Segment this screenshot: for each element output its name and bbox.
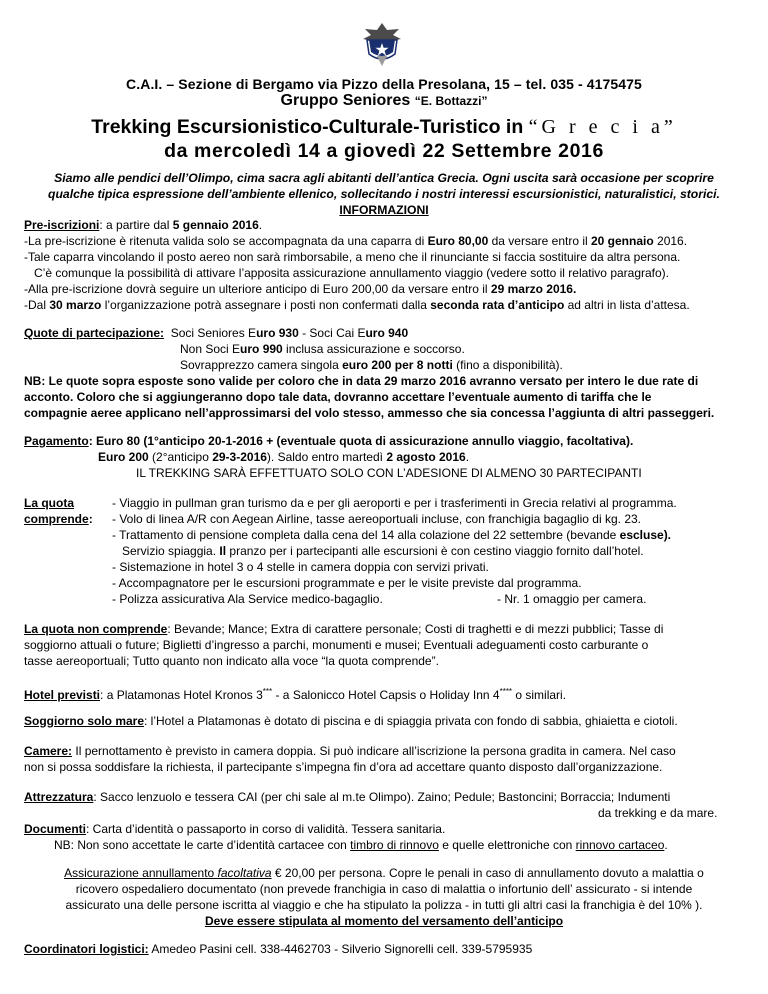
assicurazione-line-4: Deve essere stipulata al momento del versamento dell’anticipo (204, 914, 564, 928)
soggiorno-label: Soggiorno solo mare (24, 714, 145, 728)
quote-label: Quote di partecipazione: (24, 326, 165, 340)
hotel-line: Hotel previsti: a Platamonas Hotel Kronos 3*** - a Salonicco Hotel Capsis o Holiday Inn 4**** o similari. (24, 687, 567, 702)
pagamento-label: Pagamento (24, 434, 89, 448)
camere-line-2: non si possa soddisfare la richiesta, il partecipante s’impegna fin d’ora ad accettare quanto disposto dall’organizzazione. (24, 760, 663, 774)
non-comprende-line-2: soggiorno attuali o future; Biglietti d’ingresso a parchi, monumenti e musei; Eventuali adeguamenti costo carburante o (24, 638, 649, 652)
comprende-item-2: - Volo di linea A/R con Aegean Airline, tasse aereoportuali incluse, con franchigia bagaglio di kg. 23. (112, 512, 642, 526)
preiscrizioni-line-2: -La pre-iscrizione è ritenuta valida solo se accompagnata da una caparra di Euro 80,00 da versare entro il 20 gennaio 2016. (24, 234, 688, 248)
assicurazione-line-2: ricovero ospedaliero documentato (non prevede franchigia in caso di malattia o infortunio dell’ assicurato - si intende (75, 882, 693, 896)
pagamento-line-2: Euro 200 (2°anticipo 29-3-2016). Saldo entro martedì 2 agosto 2016. (98, 450, 470, 464)
trip-title (0, 116, 768, 139)
quote-line-3: Sovrapprezzo camera singola euro 200 per 8 notti (fino a disponibilità). (180, 358, 563, 372)
attrezzatura-line-1: Attrezzatura: Sacco lenzuolo e tessera CAI (per chi sale al m.te Olimpo). Zaino; Pedule; Bastoncini; Borraccia; Indumenti (24, 790, 671, 804)
documenti-line-2: NB: Non sono accettate le carte d’identità cartacee con timbro di rinnovo e quelle elettroniche con rinnovo cartaceo. (54, 838, 668, 852)
attrezzatura-line-2: da trekking e da mare. (598, 806, 718, 820)
section-address: C.A.I. – Sezione di Bergamo via Pizzo della Presolana, 15 – tel. 035 - 4175475 (126, 76, 642, 92)
preiscrizioni-line-5: -Alla pre-iscrizione dovrà seguire un ulteriore anticipo di Euro 200,00 da versare entro il 29 marzo 2016. (24, 282, 577, 296)
soggiorno-line: Soggiorno solo mare: l’Hotel a Platamonas è dotato di piscina e di spiaggia privata con fondo di sabbia, ghiaietta e ciotoli. (24, 714, 678, 728)
assicurazione-line-1: Assicurazione annullamento facoltativa € 20,00 per persona. Copre le penali in caso di annullamento dovuto a malattia o (64, 866, 704, 880)
preiscrizioni-label: Pre-iscrizioni (24, 218, 100, 232)
comprende-item-8: - Nr. 1 omaggio per camera. (497, 592, 647, 606)
preiscrizioni-line-6: -Dal 30 marzo l’organizzazione potrà assegnare i posti non confermati dalla seconda rata d’anticipo ad altri in lista d’attesa. (24, 298, 690, 312)
info-heading: INFORMAZIONI (339, 203, 429, 217)
coordinatori-label: Coordinatori logistici: (24, 942, 149, 956)
non-comprende-line-3: tasse aereoportuali; Tutto quanto non indicato alla voce “la quota comprende”. (24, 654, 439, 668)
documenti-line-1: Documenti: Carta d’identità o passaporto in corso di validità. Tessera sanitaria. (24, 822, 446, 836)
assicurazione-line-3: assicurato una delle persone iscritta al viaggio e che ha stipulato la polizza - in tutti gli altri casi la franchigia è del 10% ). (65, 898, 703, 912)
comprende-label-2: comprende: (24, 512, 93, 526)
trip-title-prefix: Trekking Escursionistico-Culturale-Turistico in (91, 116, 524, 138)
preiscrizioni-line-1: Pre-iscrizioni: a partire dal 5 gennaio 2016. (24, 218, 263, 232)
attrezzatura-label: Attrezzatura (24, 790, 94, 804)
quote-nb-2: acconto. Coloro che si aggiungeranno dopo tale data, dovranno accettare l’eventuale aumento di tariffa che le (24, 390, 652, 404)
comprende-item-7: - Polizza assicurativa Ala Service medico-bagaglio. (112, 592, 383, 606)
comprende-label-1: La quota (24, 496, 74, 510)
group-heading (0, 92, 768, 110)
pagamento-line-3: IL TREKKING SARÀ EFFETTUATO SOLO CON L’ADESIONE DI ALMENO 30 PARTECIPANTI (136, 466, 642, 480)
comprende-item-3: - Trattamento di pensione completa dalla cena del 14 alla colazione del 22 settembre (bevande escluse). (112, 528, 672, 542)
intro-line-2: qualche tipica espressione dell’ambiente ellenico, sollecitando i nostri interessi escursionistici, naturalistici, storici. (48, 187, 720, 201)
comprende-item-1: - Viaggio in pullman gran turismo da e per gli aeroporti e per i trasferimenti in Grecia relativi al programma. (112, 496, 677, 510)
comprende-item-6: - Accompagnatore per le escursioni programmate e per le visite previste dal programma. (112, 576, 582, 590)
quote-nb-3: compagnie aeree applicano nell’approssimarsi del volo stesso, ammesso che sia concessa l’aggiunta di altri passeggeri. (24, 406, 715, 420)
comprende-item-5: - Sistemazione in hotel 3 o 4 stelle in camera doppia con servizi privati. (112, 560, 489, 574)
documenti-label: Documenti (24, 822, 87, 836)
trip-dates: da mercoledì 14 a giovedì 22 Settembre 2016 (164, 140, 604, 162)
quote-nb-1: NB: Le quote sopra esposte sono valide per coloro che in data 29 marzo 2016 avranno versato per intero le due rate di (24, 374, 699, 388)
coordinatori-line: Coordinatori logistici: Amedeo Pasini cell. 338-4462703 - Silverio Signorelli cell. 339-5795935 (24, 942, 533, 956)
trip-country: “G r e c i a” (528, 116, 677, 138)
group-name: “E. Bottazzi” (414, 94, 488, 108)
quote-line-2: Non Soci Euro 990 inclusa assicurazione e soccorso. (180, 342, 465, 356)
pagamento-line-1: Pagamento: Euro 80 (1°anticipo 20-1-2016 + (eventuale quota di assicurazione annullo viaggio, facoltativa). (24, 434, 634, 448)
non-comprende-line-1: La quota non comprende: Bevande; Mance; Extra di carattere personale; Costi di traghetti e di mezzi pubblici; Tasse di (24, 622, 664, 636)
quote-line-1: Quote di partecipazione: Soci Seniores Euro 930 - Soci Cai Euro 940 (24, 326, 409, 340)
camere-label: Camere: (24, 744, 73, 758)
non-comprende-label: La quota non comprende (24, 622, 168, 636)
preiscrizioni-line-3: -Tale caparra vincolando il posto aereo non sarà rimborsabile, a meno che il rinunciante si faccia sostituire da altra persona. (24, 250, 681, 264)
intro-paragraph (0, 170, 768, 218)
hotel-label: Hotel previsti (24, 688, 101, 702)
group-label: Gruppo Seniores (280, 92, 411, 109)
comprende-item-4: Servizio spiaggia. Il pranzo per i partecipanti alle escursioni è con cestino viaggio fornito dall’hotel. (122, 544, 644, 558)
cai-eagle-logo (357, 20, 407, 68)
preiscrizioni-line-4: C’è comunque la possibilità di attivare l’apposita assicurazione annullamento viaggio (vedere sotto il relativo paragrafo). (34, 266, 670, 280)
intro-line-1: Siamo alle pendici dell’Olimpo, cima sacra agli abitanti dell’antica Grecia. Ogni uscita sarà occasione per scoprire (54, 171, 714, 185)
camere-line-1: Camere: Il pernottamento è previsto in camera doppia. Si può indicare all’iscrizione la persona gradita in camera. Nel caso (24, 744, 676, 758)
